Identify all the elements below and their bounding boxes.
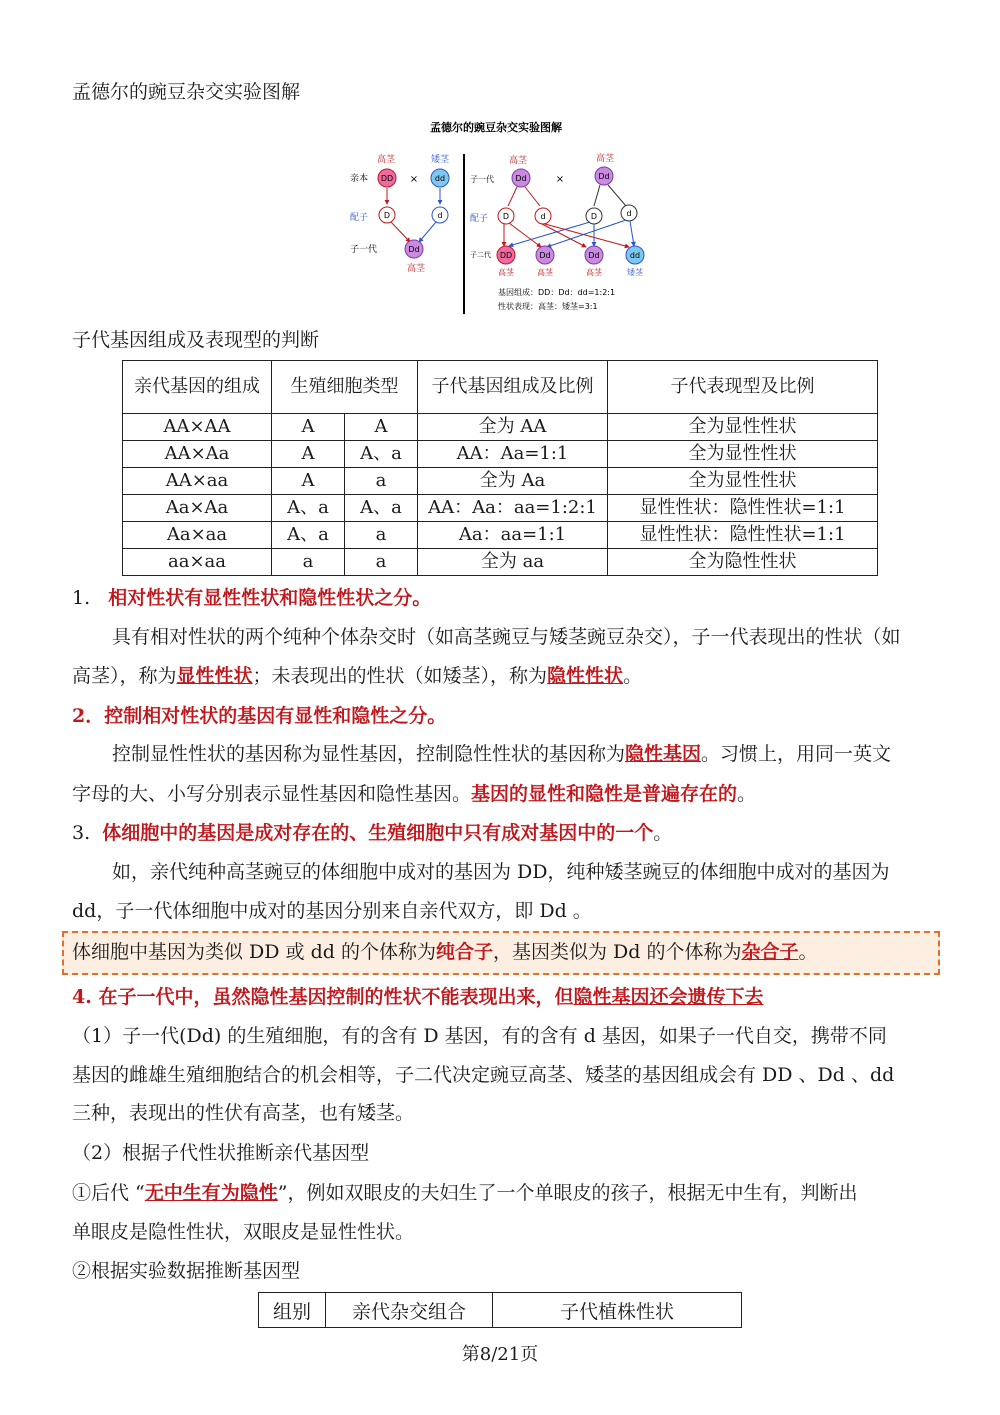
table-cell: A、a	[272, 522, 345, 549]
svg-text:高茎: 高茎	[586, 268, 602, 277]
point-1-title: 相对性状有显性性状和隐性性状之分。	[108, 587, 432, 609]
table-cell: 全为显性性状	[608, 414, 878, 441]
header-group: 组别	[259, 1293, 326, 1328]
left-tall-label: 高茎	[376, 155, 396, 165]
svg-text:Dd: Dd	[408, 245, 420, 254]
svg-text:Dd: Dd	[598, 172, 610, 181]
ratio-phenotype: 性状表现：高茎：矮茎=3:1	[498, 302, 598, 311]
table-cell: 全为 Aa	[418, 468, 608, 495]
table-cell: 全为显性性状	[608, 441, 878, 468]
table-cell: a	[345, 549, 418, 576]
term-recessive-gene: 隐性基因	[625, 743, 702, 765]
point-4-sub2-item1-line-1: ①后代 “无中生有为隐性”，例如双眼皮的夫妇生了一个单眼皮的孩子，根据无中生有，判断出	[72, 1182, 858, 1204]
term-wuzhongshengyou: 无中生有为隐性	[144, 1182, 278, 1204]
genotype-table	[122, 360, 878, 576]
svg-text:D: D	[383, 211, 391, 220]
left-f1-pheno: 高茎	[406, 264, 426, 274]
left-f1-label: 子一代	[350, 245, 378, 255]
table-row	[123, 414, 878, 441]
point-4-sub2-title: （2）根据子代性状推断亲代基因型	[72, 1142, 370, 1164]
svg-text:D: D	[502, 212, 510, 221]
table-cell: a	[345, 468, 418, 495]
header-offspring-genotype: 子代基因组成及比例	[418, 361, 608, 414]
header-parent-genotype: 亲代基因的组成	[123, 361, 272, 414]
header-offspring-phenotype: 子代表现型及比例	[608, 361, 878, 414]
point-1-line-1: 具有相对性状的两个纯种个体杂交时（如高茎豌豆与矮茎豌豆杂交），子一代表现出的性状（如	[112, 626, 901, 648]
table-cell: A、a	[345, 441, 418, 468]
left-short-label: 矮茎	[430, 155, 450, 165]
left-dd-text: dd	[434, 174, 446, 183]
table-row	[123, 495, 878, 522]
point-4-sub1-line-2: 基因的雌雄生殖细胞结合的机会相等，子二代决定豌豆高茎、矮茎的基因组成会有 DD 、Dd 、dd	[72, 1064, 895, 1086]
point-3-title: 体细胞中的基因是成对存在的、生殖细胞中只有成对基因中的一个	[102, 822, 654, 844]
table-row	[123, 549, 878, 576]
term-recessive-trait: 隐性性状	[547, 665, 624, 687]
term-heterozygote: 杂合子	[741, 941, 799, 963]
table-cell: Aa：aa=1:1	[418, 522, 608, 549]
svg-text:Dd: Dd	[539, 251, 551, 260]
table-cell: 全为 AA	[418, 414, 608, 441]
table-cell: a	[272, 549, 345, 576]
point-4-sub2-item1-line-2: 单眼皮是隐性性状，双眼皮是显性性状。	[72, 1221, 415, 1243]
table-cell: AA×AA	[123, 414, 272, 441]
header-parent-cross: 亲代杂交组合	[326, 1293, 493, 1328]
table-cell: a	[345, 522, 418, 549]
point-3-line-1: 如，亲代纯种高茎豌豆的体细胞中成对的基因为 DD，纯种矮茎豌豆的体细胞中成对的基因为	[112, 861, 890, 883]
header-gamete-type: 生殖细胞类型	[272, 361, 418, 414]
svg-text:d: d	[626, 209, 632, 218]
definition-text: 体细胞中基因为类似 DD 或 dd 的个体称为纯合子，基因类似为 Dd 的个体称为杂合子。	[72, 941, 818, 963]
right-f2-label: 子二代	[470, 251, 491, 259]
svg-text:dd: dd	[629, 251, 641, 260]
table-cell: A、a	[272, 495, 345, 522]
left-DD-text: DD	[380, 174, 394, 183]
table-row	[123, 468, 878, 495]
svg-text:D: D	[590, 212, 598, 221]
point-4-sub1-line-1: （1）子一代(Dd) 的生殖细胞，有的含有 D 基因，有的含有 d 基因，如果子一代自交，携带不同	[72, 1025, 887, 1047]
right-f1-label: 子一代	[470, 175, 494, 184]
table-header-row	[123, 361, 878, 414]
point-4-sub1-line-3: 三种，表现出的性伏有高茎，也有矮茎。	[72, 1102, 415, 1124]
table-cell: aa×aa	[123, 549, 272, 576]
point-2-line-1: 控制显性性状的基因称为显性基因，控制隐性性状的基因称为隐性基因。习惯上，用同一英文	[112, 743, 892, 765]
table-cell: AA×Aa	[123, 441, 272, 468]
svg-text:d: d	[540, 212, 546, 221]
svg-text:高茎: 高茎	[498, 268, 514, 277]
table-cell: 全为显性性状	[608, 468, 878, 495]
point-3-line-2: dd，子一代体细胞中成对的基因分别来自亲代双方，即 Dd 。	[72, 900, 592, 922]
table-cell: AA：Aa：aa=1:2:1	[418, 495, 608, 522]
table-cell: Aa×Aa	[123, 495, 272, 522]
section-title: 子代基因组成及表现型的判断	[72, 329, 320, 351]
point-1-heading	[72, 586, 431, 610]
right-gamete-label: 配子	[470, 214, 489, 224]
table-cell: A	[272, 468, 345, 495]
header-offspring-trait: 子代植株性状	[493, 1293, 742, 1328]
table-cell: 显性性状：隐性性状=1:1	[608, 522, 878, 549]
left-arrow-4	[419, 222, 436, 242]
point-2-title: 2．控制相对性状的基因有显性和隐性之分。	[72, 705, 447, 727]
page-title: 孟德尔的豌豆杂交实验图解	[72, 81, 301, 103]
table-cell: A	[272, 441, 345, 468]
table-cell: A	[272, 414, 345, 441]
left-gamete-label: 配子	[350, 213, 369, 223]
svg-text:高茎: 高茎	[508, 156, 528, 166]
table-row	[123, 441, 878, 468]
table-cell: AA：Aa=1:1	[418, 441, 608, 468]
table-cell: AA×aa	[123, 468, 272, 495]
table-cell: 显性性状：隐性性状=1:1	[608, 495, 878, 522]
svg-text:DD: DD	[499, 251, 513, 260]
svg-text:矮茎: 矮茎	[627, 268, 643, 277]
svg-text:Dd: Dd	[588, 251, 600, 260]
point-3-heading: 3. 体细胞中的基因是成对存在的、生殖细胞中只有成对基因中的一个。	[72, 822, 673, 844]
point-2-line-2: 字母的大、小写分别表示显性基因和隐性基因。基因的显性和隐性是普遍存在的。	[72, 783, 757, 805]
table-cell: 全为隐性性状	[608, 549, 878, 576]
pea-cross-diagram	[346, 116, 656, 316]
svg-text:高茎: 高茎	[595, 154, 615, 164]
experiment-table	[258, 1292, 742, 1328]
svg-text:×: ×	[555, 174, 565, 185]
page-number: 第8/21页	[461, 1344, 539, 1365]
svg-text:d: d	[437, 211, 443, 220]
table-cell: A	[345, 414, 418, 441]
left-parent-label: 亲本	[350, 174, 369, 184]
term-homozygote: 纯合子	[435, 941, 493, 963]
left-arrow-3	[391, 222, 410, 242]
point-4-title: 4. 在子一代中，虽然隐性基因控制的性状不能表现出来，但隐性基因还会遗传下去	[72, 986, 764, 1008]
point-4-sub2-item2: ②根据实验数据推断基因型	[72, 1260, 301, 1282]
point-1-line-2: 高茎），称为显性性状；未表现出的性状（如矮茎），称为隐性性状。	[72, 665, 643, 687]
table-row	[123, 522, 878, 549]
table-header-row	[259, 1293, 742, 1328]
ratio-genotype: 基因组成：DD：Dd：dd=1:2:1	[498, 288, 616, 297]
left-cross: ×	[409, 174, 419, 185]
diagram-title: 孟德尔的豌豆杂交实验图解	[430, 121, 562, 134]
table-cell: 全为 aa	[418, 549, 608, 576]
term-dominant-trait: 显性性状	[176, 665, 253, 687]
svg-text:高茎: 高茎	[537, 268, 553, 277]
table-cell: Aa×aa	[123, 522, 272, 549]
point-1-number: 1.	[72, 587, 91, 609]
table-cell: A、a	[345, 495, 418, 522]
svg-text:Dd: Dd	[515, 174, 527, 183]
